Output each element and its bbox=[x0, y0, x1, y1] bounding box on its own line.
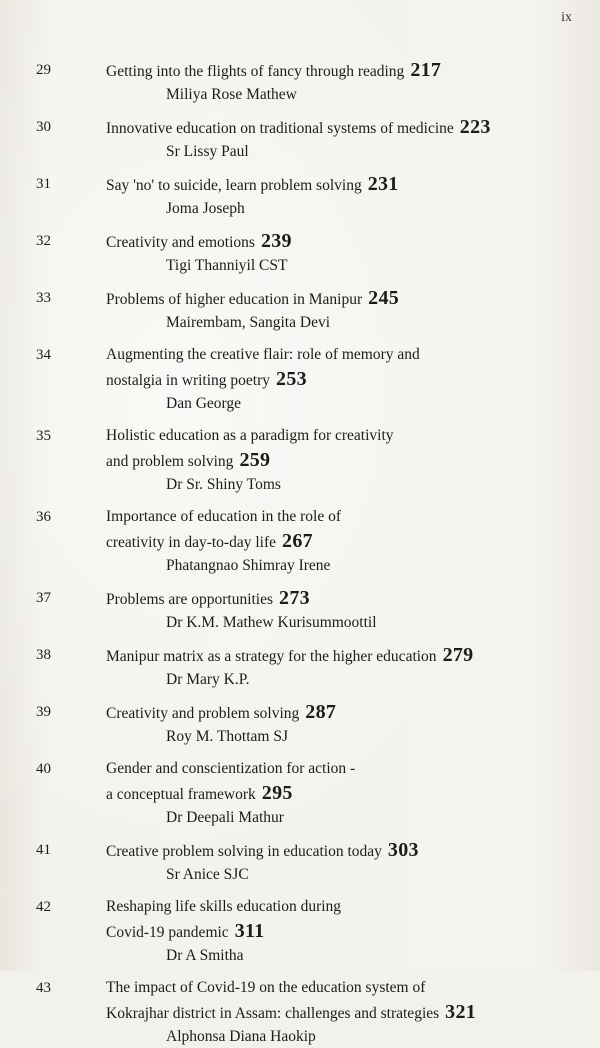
chapter-title-line bbox=[106, 781, 576, 807]
toc-entry bbox=[36, 643, 576, 691]
chapter-title-text: Manipur matrix as a strategy for the higher education bbox=[106, 648, 437, 665]
toc-entry bbox=[36, 229, 576, 277]
chapter-page-ref: 253 bbox=[276, 368, 307, 390]
chapter-number: 37 bbox=[36, 590, 51, 606]
entry-spacer bbox=[0, 496, 600, 505]
toc-entry bbox=[36, 286, 576, 334]
chapter-title-line bbox=[106, 643, 576, 669]
chapter-author: Alphonsa Diana Haokip bbox=[166, 1028, 316, 1045]
entry-spacer bbox=[0, 634, 600, 643]
chapter-title-line bbox=[106, 919, 576, 945]
chapter-title bbox=[106, 343, 576, 393]
chapter-title-text: a conceptual framework bbox=[106, 786, 256, 803]
chapter-title-text: Problems of higher education in Manipur bbox=[106, 291, 363, 308]
chapter-title-line bbox=[106, 1000, 576, 1026]
chapter-title-text: The impact of Covid-19 on the education system of bbox=[106, 979, 426, 996]
chapter-title bbox=[106, 424, 576, 474]
chapter-title-line bbox=[106, 367, 576, 393]
chapter-title bbox=[106, 58, 576, 84]
chapter-title-text: Kokrajhar district in Assam: challenges and strategies bbox=[106, 1005, 440, 1022]
chapter-number: 39 bbox=[36, 704, 51, 720]
entry-spacer bbox=[0, 691, 600, 700]
chapter-title-text: Covid-19 pandemic bbox=[106, 924, 229, 941]
entry-spacer bbox=[0, 163, 600, 172]
chapter-title-line bbox=[106, 229, 576, 255]
chapter-page-ref: 245 bbox=[368, 287, 400, 309]
toc-entry bbox=[36, 586, 576, 634]
chapter-page-ref: 287 bbox=[305, 701, 337, 723]
chapter-title-text: Importance of education in the role of bbox=[106, 508, 341, 525]
chapter-title bbox=[106, 643, 576, 669]
chapter-author: Dr Deepali Mathur bbox=[166, 809, 284, 826]
entry-spacer bbox=[0, 277, 600, 286]
chapter-title-text: Gender and conscientization for action - bbox=[106, 760, 356, 777]
table-of-contents bbox=[0, 58, 600, 1048]
toc-entry bbox=[36, 757, 576, 829]
chapter-title-line bbox=[106, 586, 576, 612]
entry-spacer bbox=[0, 415, 600, 424]
chapter-title-text: nostalgia in writing poetry bbox=[106, 372, 271, 389]
chapter-title-text: Innovative education on traditional systems of medicine bbox=[106, 120, 454, 137]
chapter-number: 34 bbox=[36, 347, 51, 363]
chapter-number: 35 bbox=[36, 428, 51, 444]
chapter-title-line bbox=[106, 115, 576, 141]
chapter-title bbox=[106, 838, 576, 864]
chapter-title-text: Creative problem solving in education today bbox=[106, 843, 382, 860]
entry-spacer bbox=[0, 106, 600, 115]
chapter-page-ref: 273 bbox=[279, 587, 310, 609]
entry-spacer bbox=[0, 829, 600, 838]
chapter-title bbox=[106, 229, 576, 255]
chapter-title-text: Creativity and problem solving bbox=[106, 705, 300, 722]
page-number: ix bbox=[561, 10, 572, 25]
chapter-title-text: Holistic education as a paradigm for creativity bbox=[106, 427, 394, 444]
chapter-number: 43 bbox=[36, 980, 51, 996]
chapter-title-line bbox=[106, 58, 576, 84]
chapter-page-ref: 311 bbox=[234, 920, 265, 942]
chapter-title-line bbox=[106, 757, 576, 781]
chapter-page-ref: 239 bbox=[260, 230, 292, 252]
chapter-title-line bbox=[106, 838, 576, 864]
chapter-title bbox=[106, 757, 576, 807]
chapter-author: Dr K.M. Mathew Kurisummoottil bbox=[166, 614, 377, 631]
chapter-page-ref: 223 bbox=[459, 116, 491, 138]
chapter-title-text: creativity in day-to-day life bbox=[106, 534, 277, 551]
chapter-number: 31 bbox=[36, 176, 51, 192]
chapter-title-text: and problem solving bbox=[106, 453, 234, 470]
chapter-page-ref: 259 bbox=[239, 449, 271, 471]
chapter-author: Tigi Thanniyil CST bbox=[166, 257, 288, 274]
chapter-title-line bbox=[106, 976, 576, 1000]
chapter-author: Roy M. Thottam SJ bbox=[166, 728, 289, 745]
chapter-number: 41 bbox=[36, 842, 51, 858]
chapter-title-line bbox=[106, 448, 576, 474]
chapter-title-line bbox=[106, 700, 576, 726]
toc-entry bbox=[36, 838, 576, 886]
toc-entry bbox=[36, 505, 576, 577]
entry-spacer bbox=[0, 967, 600, 976]
chapter-number: 32 bbox=[36, 233, 51, 249]
entry-spacer bbox=[0, 220, 600, 229]
chapter-page-ref: 217 bbox=[410, 59, 442, 81]
chapter-title-line bbox=[106, 895, 576, 919]
chapter-page-ref: 279 bbox=[442, 644, 474, 666]
chapter-title-text: Creativity and emotions bbox=[106, 234, 255, 251]
chapter-page-ref: 267 bbox=[282, 530, 313, 552]
chapter-author: Sr Lissy Paul bbox=[166, 143, 249, 160]
chapter-page-ref: 231 bbox=[367, 173, 399, 195]
chapter-number: 42 bbox=[36, 899, 51, 915]
chapter-title bbox=[106, 700, 576, 726]
chapter-title-text: Reshaping life skills education during bbox=[106, 898, 342, 915]
toc-entry bbox=[36, 58, 576, 106]
entry-spacer bbox=[0, 577, 600, 586]
chapter-number: 33 bbox=[36, 290, 51, 306]
chapter-title-line bbox=[106, 172, 576, 198]
entry-spacer bbox=[0, 334, 600, 343]
chapter-author: Mairembam, Sangita Devi bbox=[166, 314, 330, 331]
toc-entry bbox=[36, 976, 576, 1048]
toc-entry bbox=[36, 424, 576, 496]
chapter-author: Miliya Rose Mathew bbox=[166, 86, 297, 103]
chapter-number: 36 bbox=[36, 509, 51, 525]
entry-spacer bbox=[0, 886, 600, 895]
chapter-title-text: Say 'no' to suicide, learn problem solving bbox=[106, 177, 362, 194]
toc-entry bbox=[36, 895, 576, 967]
chapter-title-text: Problems are opportunities bbox=[106, 591, 274, 608]
chapter-page-ref: 303 bbox=[387, 839, 419, 861]
toc-entry bbox=[36, 115, 576, 163]
chapter-number: 30 bbox=[36, 119, 51, 135]
chapter-title-line bbox=[106, 424, 576, 448]
chapter-title bbox=[106, 115, 576, 141]
chapter-title-line bbox=[106, 343, 576, 367]
chapter-title bbox=[106, 505, 576, 555]
toc-entry bbox=[36, 343, 576, 415]
chapter-author: Dr A Smitha bbox=[166, 947, 244, 964]
chapter-title bbox=[106, 895, 576, 945]
chapter-title-text: Augmenting the creative flair: role of memory and bbox=[106, 346, 420, 363]
chapter-page-ref: 321 bbox=[445, 1001, 477, 1023]
chapter-number: 38 bbox=[36, 647, 51, 663]
chapter-title-line bbox=[106, 529, 576, 555]
chapter-title bbox=[106, 586, 576, 612]
chapter-page-ref: 295 bbox=[261, 782, 293, 804]
chapter-author: Sr Anice SJC bbox=[166, 866, 249, 883]
toc-entry bbox=[36, 172, 576, 220]
entry-spacer bbox=[0, 748, 600, 757]
toc-entry bbox=[36, 700, 576, 748]
chapter-title-line bbox=[106, 286, 576, 312]
chapter-number: 29 bbox=[36, 62, 51, 78]
chapter-title bbox=[106, 172, 576, 198]
chapter-title bbox=[106, 286, 576, 312]
chapter-author: Joma Joseph bbox=[166, 200, 245, 217]
chapter-title bbox=[106, 976, 576, 1026]
chapter-author: Phatangnao Shimray Irene bbox=[166, 557, 331, 574]
chapter-title-text: Getting into the flights of fancy through reading bbox=[106, 63, 405, 80]
chapter-number: 40 bbox=[36, 761, 51, 777]
chapter-title-line bbox=[106, 505, 576, 529]
chapter-author: Dr Sr. Shiny Toms bbox=[166, 476, 281, 493]
chapter-author: Dan George bbox=[166, 395, 242, 412]
chapter-author: Dr Mary K.P. bbox=[166, 671, 250, 688]
